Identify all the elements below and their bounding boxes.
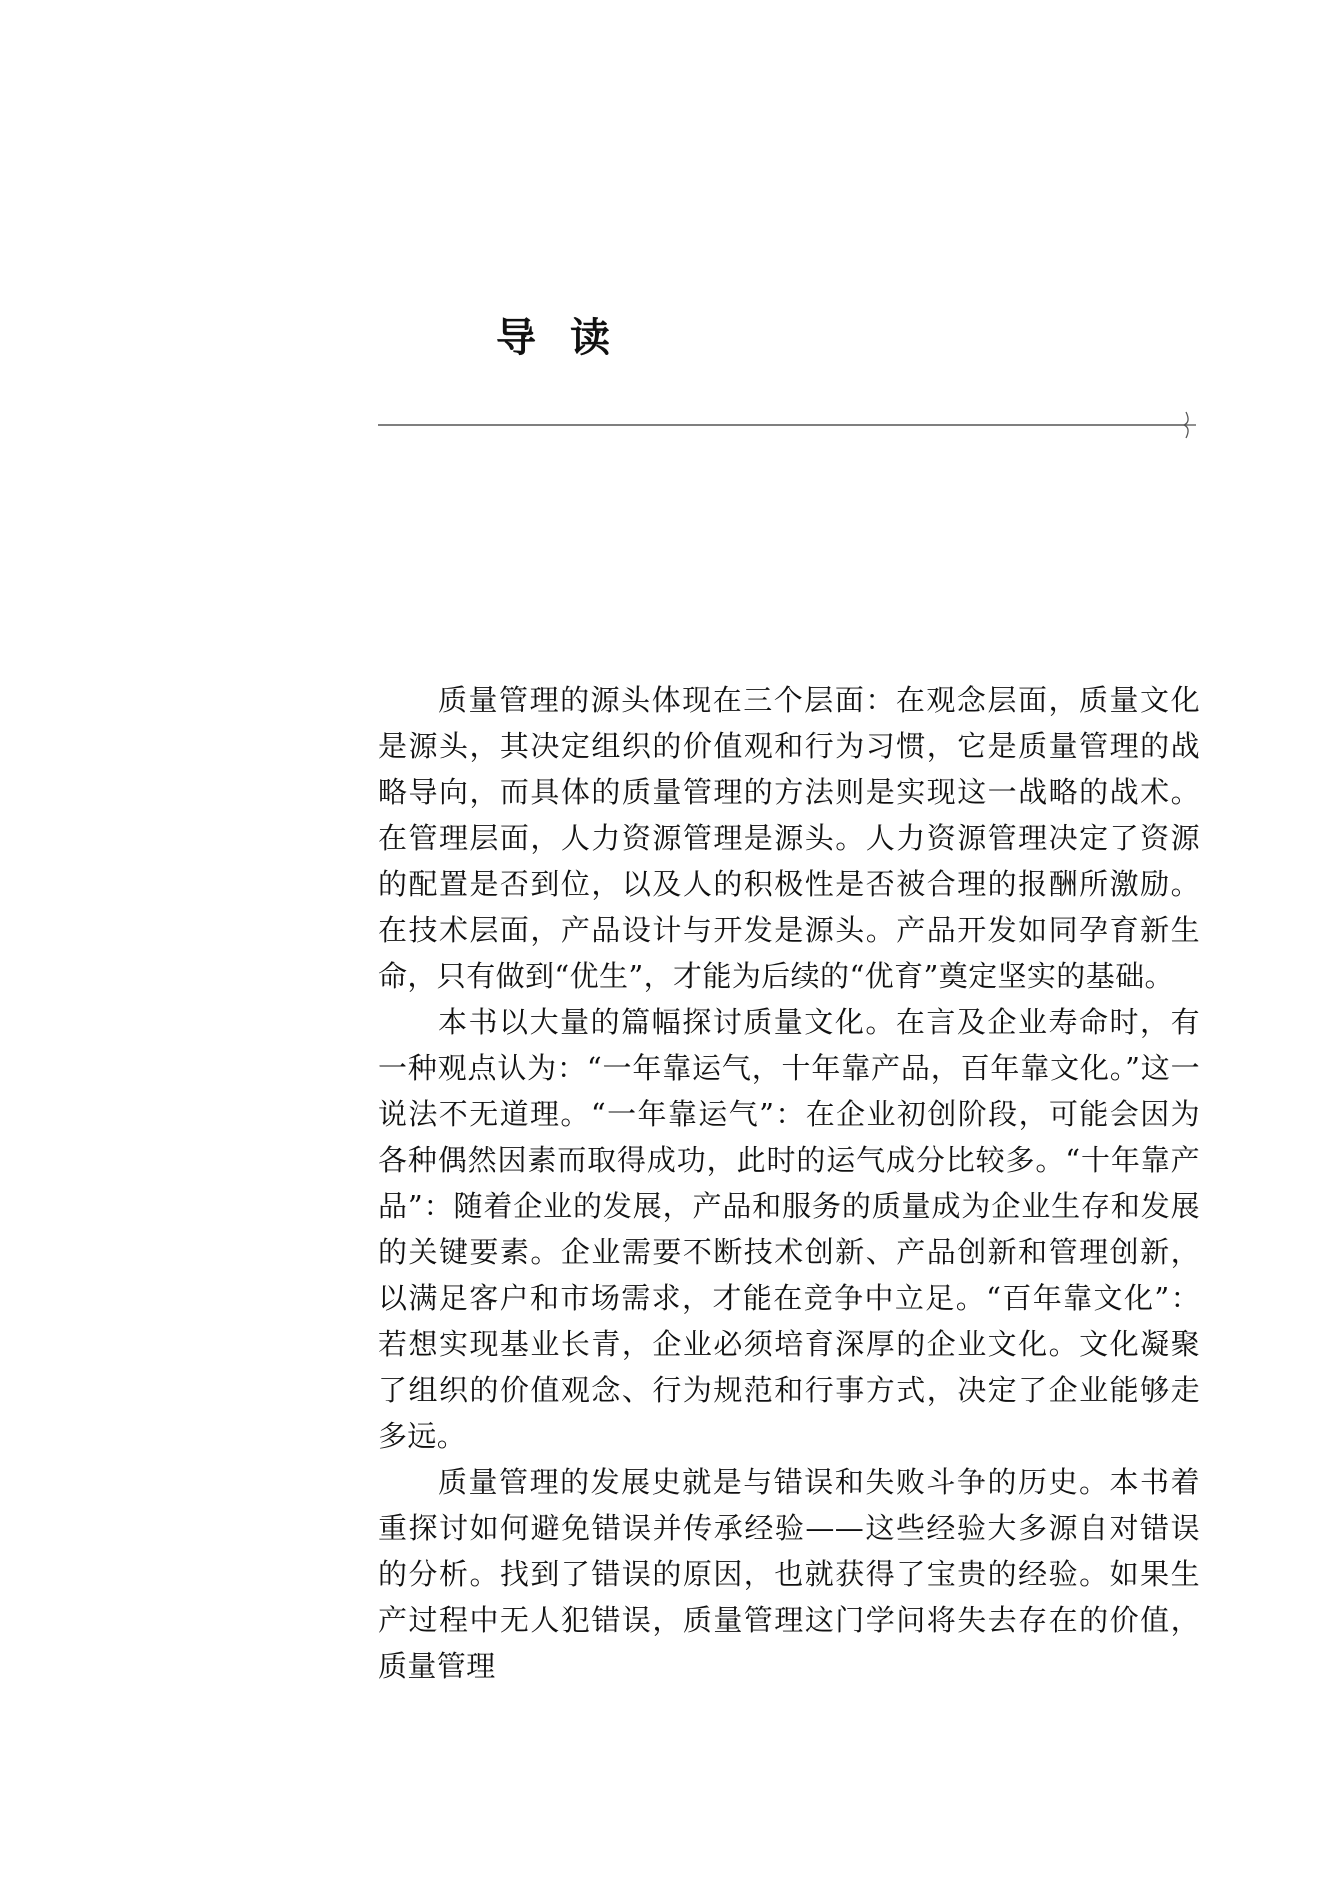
body-text [378,677,1200,1689]
paragraph-1: 质量管理的源头体现在三个层面：在观念层面，质量文化是源头，其决定组织的价值观和行为习惯，它是质量管理的战略导向，而具体的质量管理的方法则是实现这一战略的战术。在管理层面，人力资源管理是源头。人力资源管理决定了资源的配置是否到位，以及人的积极性是否被合理的报酬所激励。在技术层面，产品设计与开发是源头。产品开发如同孕育新生命，只有做到“优生”，才能为后续的“优育”奠定坚实的基础。 [378,683,1200,993]
paragraph-2: 本书以大量的篇幅探讨质量文化。在言及企业寿命时，有一种观点认为：“一年靠运气，十年靠产品，百年靠文化。”这一说法不无道理。“一年靠运气”：在企业初创阶段，可能会因为各种偶然因素而取得成功，此时的运气成分比较多。“十年靠产品”：随着企业的发展，产品和服务的质量成为企业生存和发展的关键要素。企业需要不断技术创新、产品创新和管理创新，以满足客户和市场需求，才能在竞争中立足。“百年靠文化”：若想实现基业长青，企业必须培育深厚的企业文化。文化凝聚了组织的价值观念、行为规范和行事方式，决定了企业能够走多远。 [378,1005,1200,1453]
chapter-title: 导读 [496,315,644,361]
title-divider-rule [378,410,1200,440]
paragraph-3: 质量管理的发展史就是与错误和失败斗争的历史。本书着重探讨如何避免错误并传承经验——这些经验大多源自对错误的分析。找到了错误的原因，也就获得了宝贵的经验。如果生产过程中无人犯错误，质量管理这门学问将失去存在的价值，质量管理 [378,1465,1200,1683]
